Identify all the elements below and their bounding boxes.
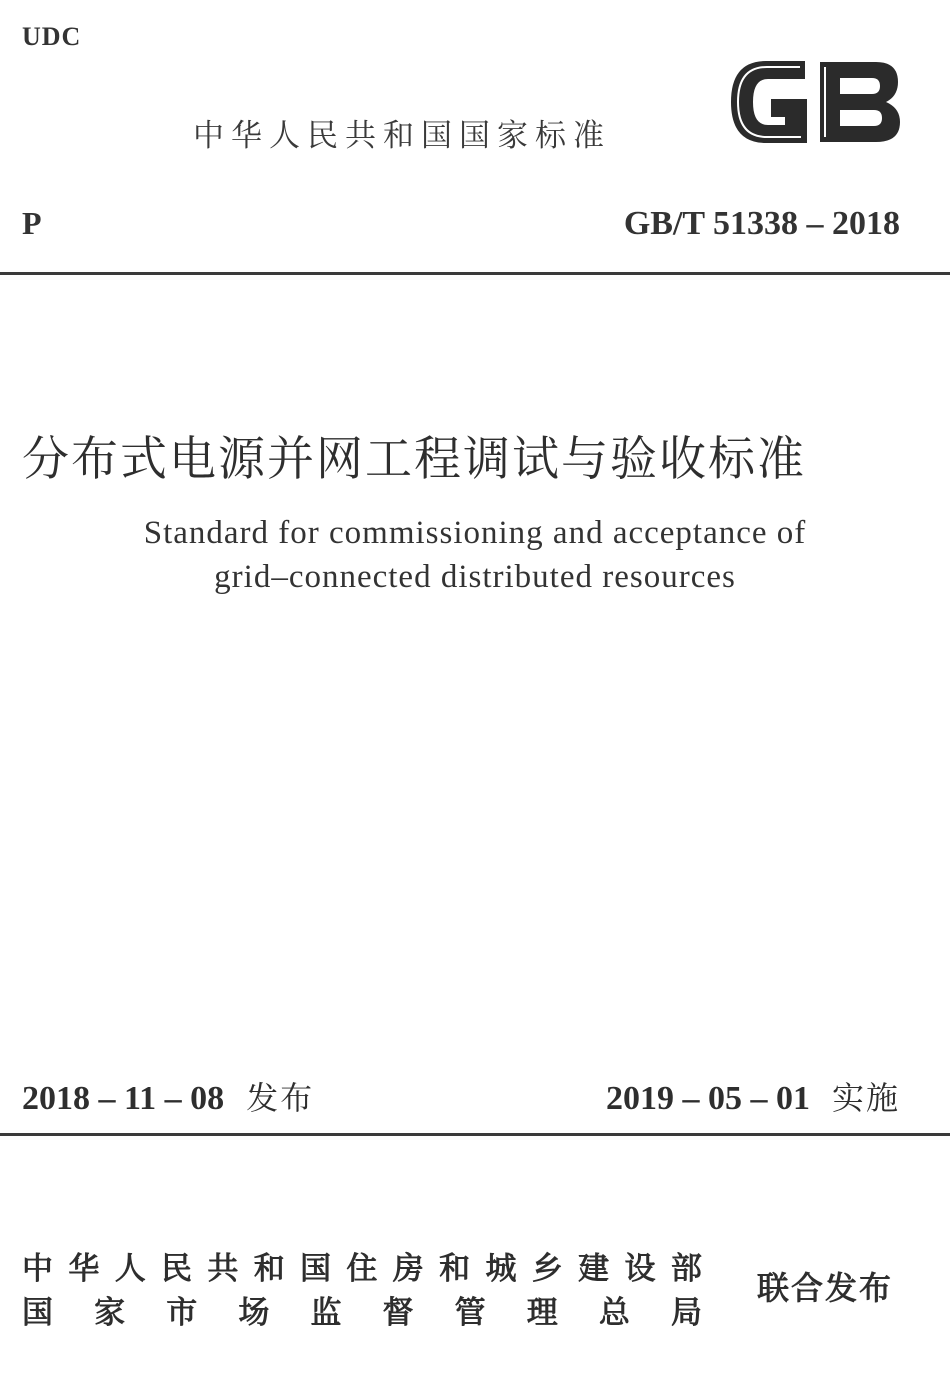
issuer-char: 中 — [22, 1251, 53, 1287]
issuer-org-1 — [22, 1243, 702, 1288]
issuer-char: 住 — [346, 1251, 378, 1287]
issuer-char: 乡 — [531, 1251, 563, 1287]
implementation-date: 2019 – 05 – 01 — [605, 1080, 810, 1117]
issuer-char: 共 — [207, 1251, 239, 1287]
issue-label: 发布 — [246, 1079, 315, 1117]
issuer-char: 家 — [94, 1295, 126, 1331]
issuer-char: 理 — [526, 1295, 558, 1331]
title-english-line1: Standard for commissioning and acceptance of — [143, 515, 807, 551]
top-divider — [0, 272, 950, 275]
udc-label: UDC — [22, 22, 82, 51]
issuer-char: 和 — [439, 1251, 471, 1287]
issuer-char: 建 — [578, 1251, 610, 1287]
issue-date: 2018 – 11 – 08 — [22, 1080, 225, 1117]
bottom-divider — [0, 1133, 950, 1136]
issuer-char: 华 — [68, 1251, 100, 1287]
issuer-char: 国 — [300, 1251, 332, 1287]
issuer-char: 局 — [670, 1295, 702, 1331]
national-standard-heading: 中华人民共和国国家标准 — [193, 118, 611, 154]
standard-number: GB/T 51338 – 2018 — [623, 205, 900, 242]
implementation-date-block — [606, 1073, 900, 1119]
issuer-char: 管 — [454, 1295, 486, 1331]
joint-issue-label: 联合发布 — [757, 1269, 894, 1307]
issuer-char: 总 — [598, 1295, 630, 1331]
issue-date-block — [22, 1073, 314, 1119]
issuer-char: 市 — [166, 1295, 198, 1331]
issuer-org-2 — [22, 1287, 702, 1332]
classification-code: P — [22, 205, 42, 241]
issuer-char: 房 — [392, 1251, 424, 1287]
issuer-char: 民 — [161, 1251, 193, 1287]
issuer-char: 督 — [382, 1295, 414, 1331]
issuer-char: 部 — [670, 1251, 702, 1287]
issuer-char: 人 — [114, 1251, 146, 1287]
issuer-char: 和 — [253, 1251, 285, 1287]
issuer-char: 监 — [310, 1295, 342, 1331]
implementation-label: 实施 — [831, 1079, 900, 1117]
title-english-line2: grid–connected distributed resources — [214, 559, 736, 595]
issuer-char: 城 — [485, 1251, 517, 1287]
issuer-char: 国 — [22, 1295, 53, 1331]
issuer-char: 设 — [624, 1251, 656, 1287]
gb-logo — [726, 52, 904, 152]
title-chinese: 分布式电源并网工程调试与验收标准 — [22, 432, 806, 487]
issuer-char: 场 — [238, 1295, 270, 1331]
